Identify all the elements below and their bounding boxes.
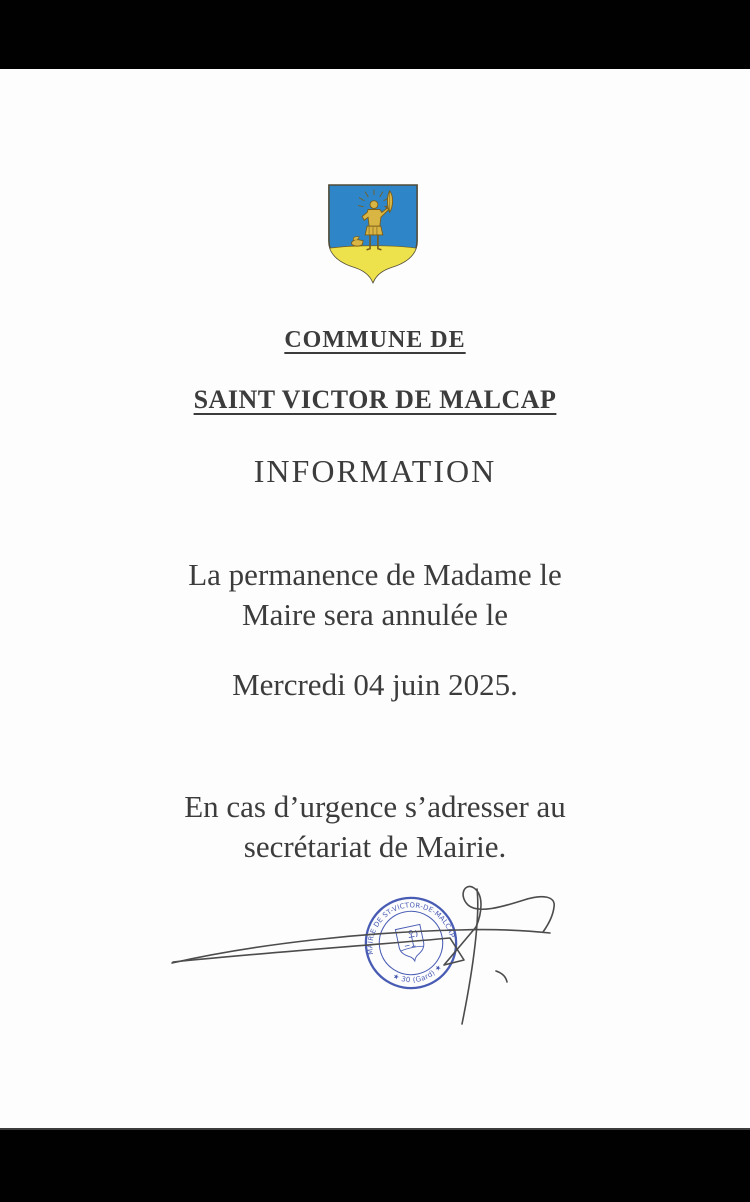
heading-commune: COMMUNE DE	[284, 327, 466, 353]
paragraph-permanence-line1: La permanence de Madame le	[188, 557, 562, 592]
shield-base	[326, 246, 420, 286]
heading-information: INFORMATION	[253, 453, 497, 489]
paragraph-permanence-line2: Maire sera annulée le	[242, 597, 508, 632]
paragraph-urgence-line1: En cas d’urgence s’adresser au	[184, 789, 566, 824]
coat-of-arms-icon	[324, 182, 422, 286]
paragraph-permanence	[0, 555, 750, 635]
letterbox-bottom	[0, 1128, 750, 1202]
letterbox-top	[0, 0, 750, 71]
paragraph-urgence-line2: secrétariat de Mairie.	[243, 829, 507, 864]
stamp-arc-bottom-text: ★ 30 (Gard) ★	[391, 962, 444, 985]
heading-town: SAINT VICTOR DE MALCAP	[193, 385, 557, 414]
date-line: Mercredi 04 juin 2025.	[232, 667, 518, 702]
paragraph-urgence	[0, 787, 750, 867]
document-page	[0, 69, 750, 1128]
stamp-arc-top-text: MAIRIE DE ST-VICTOR-DE-MALCAP	[366, 901, 457, 956]
signature	[160, 872, 620, 1037]
